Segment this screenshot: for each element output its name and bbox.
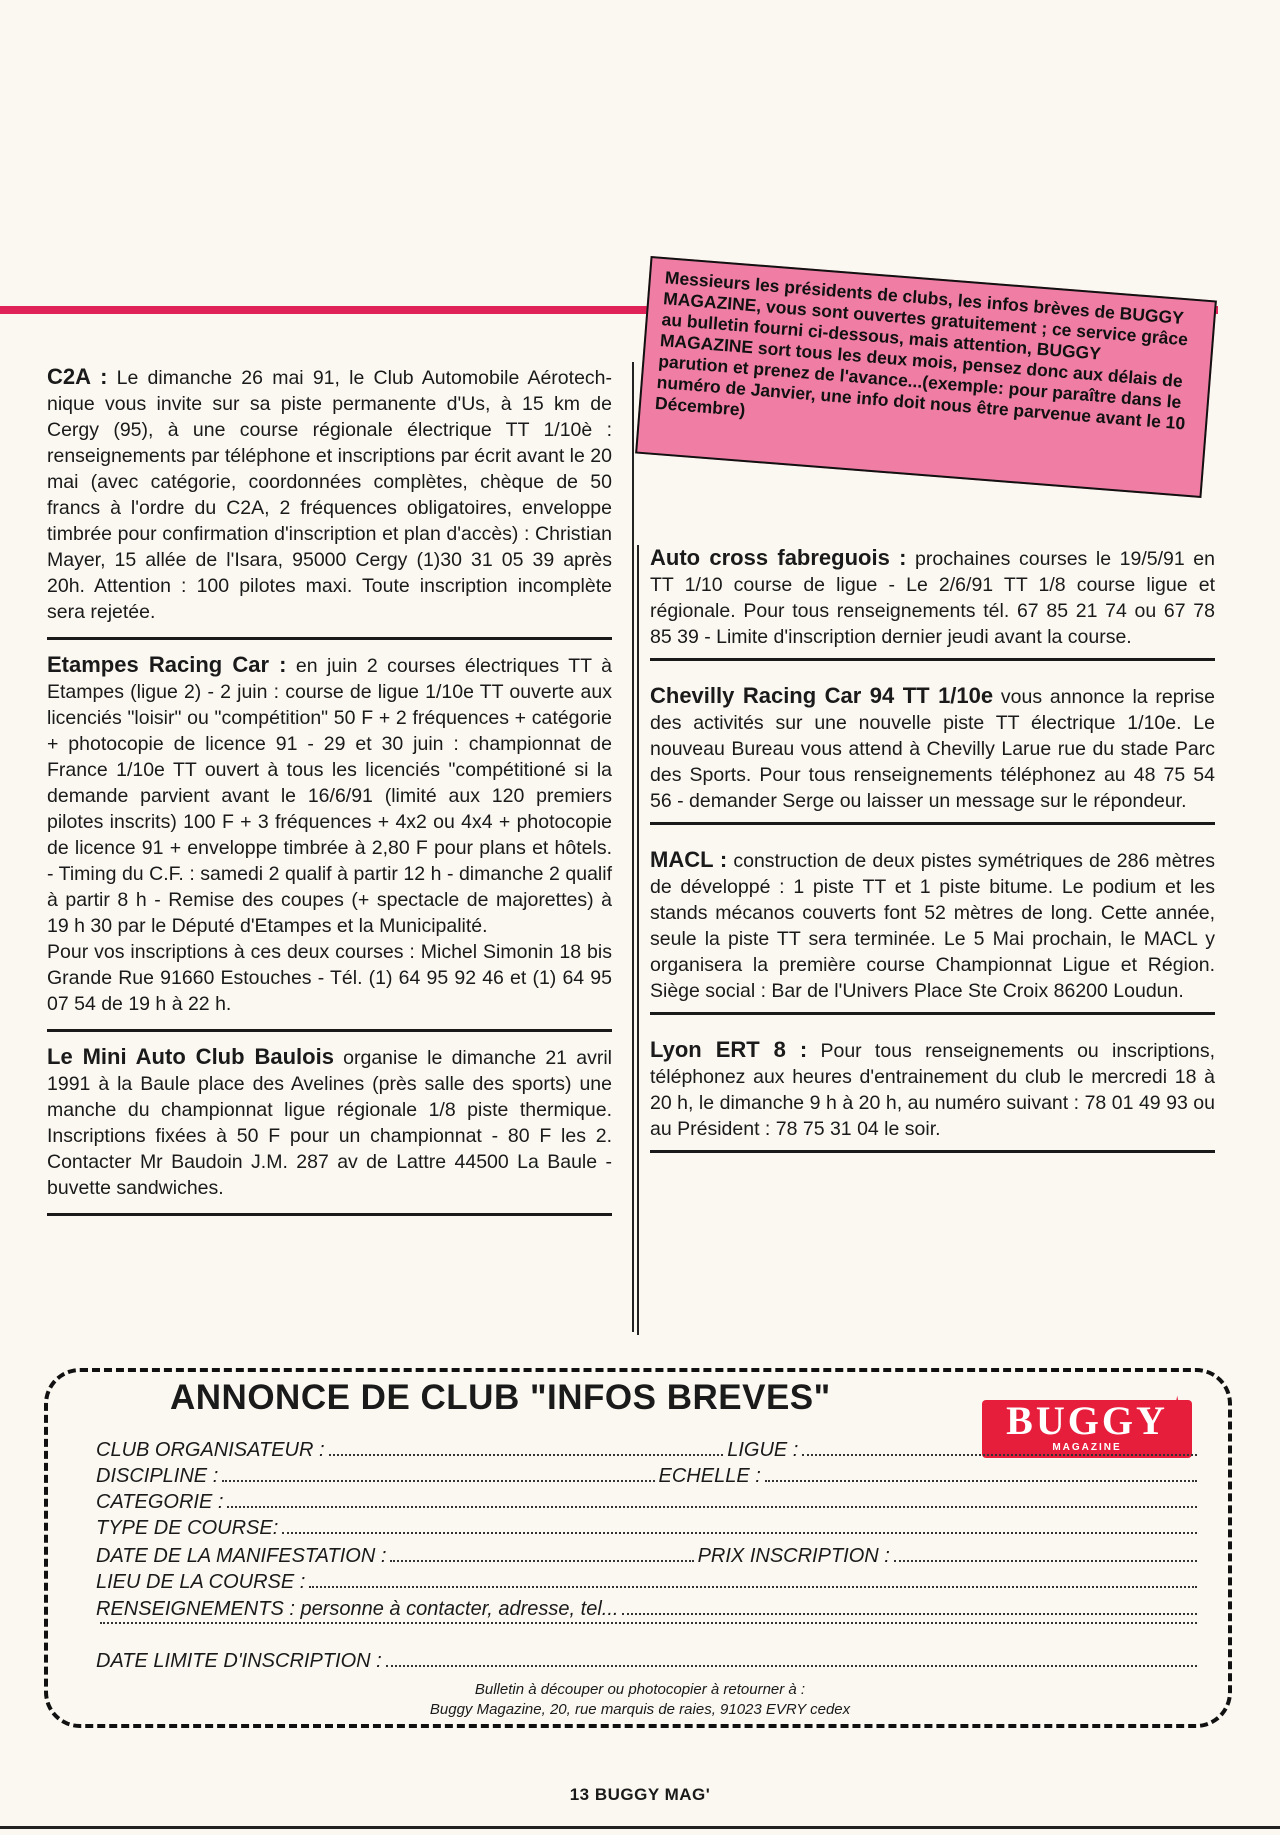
item-title: Chevilly Racing Car 94 TT 1/10e	[650, 683, 994, 708]
news-item-chevilly	[650, 683, 1215, 825]
form-note-line2: Buggy Magazine, 20, rue marquis de raies, 91023 EVRY cedex	[429, 1701, 851, 1718]
prix-label: PRIX INSCRIPTION :	[697, 1545, 890, 1567]
page-footer: 13 BUGGY MAG'	[569, 1785, 711, 1804]
left-column	[47, 364, 612, 1228]
news-item-auto-cross	[650, 545, 1215, 661]
form-row-date	[96, 1543, 1201, 1569]
item-text: en juin 2 courses électriques TT à Etampes (ligue 2) - 2 juin : course de ligue 1/10e TT ouverte aux licenciés "loisir" ou "compétition" 50 F + 2 fréquences + catégorie + photocopie de licence 91 - 29 et 30 juin : championnat de France 1/10e TT ouvert à tous les licenciés "compétitioné si la demande parvient avant le 16/6/91 (limité aux 120 premiers pilotes inscrits) 100 F + 3 fréquences + 4x2 ou 4x4 + photocopie de licence 91 + enveloppe timbrée à 2,80 F pour plans et hôtels. - Timing du C.F. : samedi 2 qualif à partir 12 h - dimanche 2 qualif à partir 8 h - Remise des coupes (+ spectacle de majorettes) à 19 h 30 par le Député d'Etampes et la Municipalité.	[47, 655, 613, 937]
form-row-renseignements-extra	[96, 1622, 1201, 1648]
form-title: ANNONCE DE CLUB "INFOS BREVES"	[170, 1378, 831, 1417]
categorie-field[interactable]	[227, 1506, 1197, 1508]
date-limite-field[interactable]	[386, 1665, 1197, 1667]
club-field[interactable]	[329, 1454, 724, 1456]
type-field[interactable]	[282, 1532, 1197, 1534]
form-row-renseignements	[96, 1596, 1201, 1622]
club-label: CLUB ORGANISATEUR :	[96, 1439, 325, 1461]
lieu-label: LIEU DE LA COURSE :	[96, 1571, 306, 1593]
item-title: MACL :	[650, 847, 728, 872]
news-item-mini-auto-club	[47, 1044, 612, 1216]
spark-icon: ✶	[1168, 1392, 1187, 1417]
discipline-label: DISCIPLINE :	[96, 1465, 219, 1487]
date-field[interactable]	[390, 1560, 693, 1562]
item-text: Le dimanche 26 mai 91, le Club Automobile Aérotech-nique vous invite sur sa piste permanente d'Us, à 15 km de Cergy (95), à une course régionale électrique TT 1/10è : renseignements par téléphone et inscriptions par écrit avant le 20 mai (avec catégorie, coordonnées complètes, chèque de 50 francs à l'ordre du C2A, 2 fréquences obligatoires, enveloppe timbrée pour confirmation d'inscription et plan d'accès) : Christian Mayer, 15 allée de l'Isara, 95000 Cergy (1)30 31 05 39 après 20h. Attention : 100 pilotes maxi. Toute inscription incomplète sera rejetée.	[47, 367, 613, 623]
type-label: TYPE DE COURSE:	[96, 1517, 279, 1539]
form-row-discipline	[96, 1463, 1201, 1489]
item-text: Pour tous renseignements ou inscriptions, téléphonez aux heures d'entrainement du club le mercredi 18 à 20 h, le dimanche 9 h à 20 h, au numéro suivant : 78 01 49 93 ou au Président : 78 75 31 04 le soir.	[650, 1040, 1215, 1140]
prix-field[interactable]	[894, 1560, 1197, 1562]
item-text: prochaines courses le 19/5/91 en TT 1/10 course de ligue - Le 2/6/91 TT 1/8 course ligue et régionale. Pour tous renseignements tél. 67 85 21 74 ou 67 78 85 39 - Limite d'inscription dernier jeudi avant la course.	[650, 548, 1215, 648]
item-title: Lyon ERT 8 :	[650, 1037, 808, 1062]
form-row-lieu	[96, 1569, 1201, 1595]
item-text: vous annonce la reprise des activités sur une nouvelle piste TT électrique 1/10e. Le nouveau Bureau vous attend à Chevilly Larue rue du stade Parc des Sports. Pour tous renseignements téléphonez au 48 75 54 56 - demander Serge ou laisser un message sur le répondeur.	[650, 686, 1215, 812]
item-title: C2A :	[47, 364, 108, 389]
item-text-continued: Pour vos inscriptions à ces deux courses : Michel Simonin 18 bis Grande Rue 91660 Estouches - Tél. (1) 64 95 92 46 et (1) 64 95 07 54 de 19 h à 22 h.	[47, 941, 612, 1015]
column-divider-left	[632, 362, 634, 1332]
item-text: organise le dimanche 21 avril 1991 à la Baule place des Avelines (près salle des sports) une manche du championnat ligue régionale 1/8 piste thermique. Inscriptions fixées à 50 F pour un championnat - 80 F les 2. Contacter Mr Baudoin J.M. 287 av de Lattre 44500 La Baule - buvette sandwiches.	[47, 1047, 612, 1199]
renseignements-field[interactable]	[622, 1613, 1197, 1615]
news-item-lyon	[650, 1037, 1215, 1153]
date-limite-label: DATE LIMITE D'INSCRIPTION :	[96, 1650, 382, 1672]
right-column	[650, 545, 1215, 1165]
echelle-label: ECHELLE :	[658, 1465, 761, 1487]
form-row-type	[96, 1515, 1201, 1541]
ligue-label: LIGUE :	[727, 1439, 799, 1461]
item-title: Etampes Racing Car :	[47, 652, 287, 677]
form-note-line1: Bulletin à découper ou photocopier à retourner à :	[474, 1681, 806, 1698]
form-row-date-limite	[96, 1648, 1201, 1674]
item-title: Le Mini Auto Club Baulois	[47, 1044, 334, 1069]
column-divider-right	[637, 545, 639, 1335]
news-item-etampes	[47, 652, 612, 1032]
buggy-magazine-logo: BUGGY MAGAZINE	[982, 1400, 1192, 1458]
form-row-categorie	[96, 1489, 1201, 1515]
news-item-macl	[650, 847, 1215, 1015]
form-row-club	[96, 1437, 1201, 1463]
item-title: Auto cross fabreguois :	[650, 545, 907, 570]
club-presidents-notice: Messieurs les présidents de clubs, les infos brèves de BUGGY MAGAZINE, vous sont ouvertes gratuitement ; ce service grâce au bulletin fourni ci-dessous, mais attention, BUGGY MAGAZINE sort tous les deux mois, pensez donc aux délais de parution et prenez de l'avance...(exemple: pour paraître dans le numéro de Janvier, une info doit nous être parvenue avant le 10 Décembre)	[635, 256, 1217, 498]
ligue-field[interactable]	[802, 1454, 1197, 1456]
categorie-label: CATEGORIE :	[96, 1491, 224, 1513]
date-label: DATE DE LA MANIFESTATION :	[96, 1545, 387, 1567]
bottom-rule	[0, 1826, 1280, 1829]
echelle-field[interactable]	[765, 1480, 1197, 1482]
news-item-c2a	[47, 364, 612, 640]
renseignements-label: RENSEIGNEMENTS : personne à contacter, adresse, tel...	[96, 1598, 619, 1620]
discipline-field[interactable]	[222, 1480, 654, 1482]
renseignements-extra-field[interactable]	[100, 1622, 1197, 1624]
lieu-field[interactable]	[309, 1586, 1197, 1588]
item-text: construction de deux pistes symétriques de 286 mètres de développé : 1 piste TT et 1 piste bitume. Le podium et les stands mécanos couverts font 52 mètres de long. Cette année, seule la piste TT sera terminée. Le 5 Mai prochain, le MACL y organisera la première course Championnat Ligue et Région. Siège social : Bar de l'Univers Place Ste Croix 86200 Loudun.	[650, 850, 1215, 1002]
